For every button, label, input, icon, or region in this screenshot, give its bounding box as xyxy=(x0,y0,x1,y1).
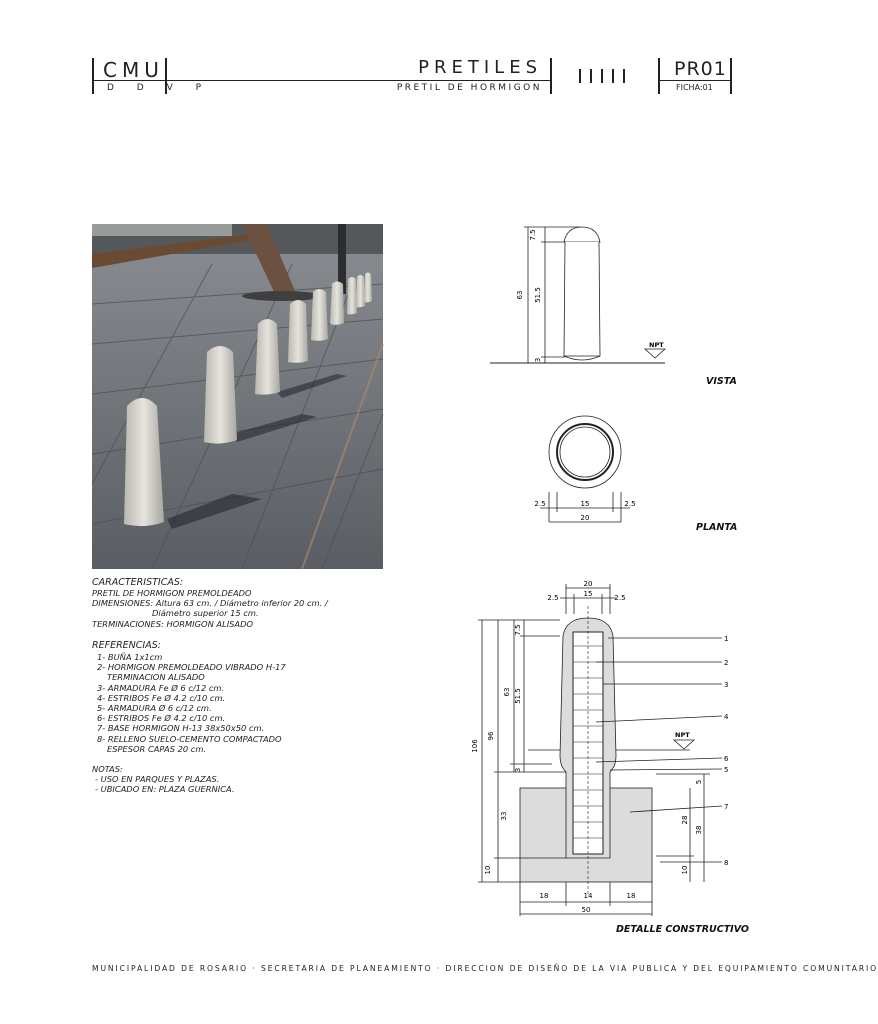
ref-8: 8 xyxy=(724,859,729,867)
dim-bottom-right: 18 xyxy=(626,892,636,900)
series-mark xyxy=(623,69,625,83)
ref-2: 2 xyxy=(724,659,729,667)
dim-embed: 33 xyxy=(500,811,508,821)
reference-item: 8- RELLENO SUELO-CEMENTO COMPACTADO xyxy=(97,733,282,744)
elevation-drawing xyxy=(480,215,710,375)
header-left-bracket xyxy=(92,58,94,94)
dim-inner: 15 xyxy=(580,500,590,508)
reference-item: 3- ARMADURA Fe Ø 6 c/12 cm. xyxy=(97,682,225,693)
page-subtitle: PRETIL DE HORMIGON xyxy=(396,83,542,93)
dim-head: 7.5 xyxy=(514,624,522,636)
dim-top-total: 20 xyxy=(583,580,593,588)
dim-base-ring: 3 xyxy=(514,767,522,773)
ref-6: 6 xyxy=(724,755,729,763)
plan-drawing xyxy=(520,412,660,532)
reference-item: 7- BASE HORMIGON H-13 38x50x50 cm. xyxy=(97,723,265,734)
reference-item: ESPESOR CAPAS 20 cm. xyxy=(107,743,207,754)
reference-item: 4- ESTRIBOS Fe Ø 4.2 c/10 cm. xyxy=(97,692,226,703)
ref-1: 1 xyxy=(724,635,729,643)
org-subname: D D V P xyxy=(107,83,212,93)
note-item: - UBICADO EN: PLAZA GUERNICA. xyxy=(95,784,235,795)
elevation-label: VISTA xyxy=(706,376,737,387)
characteristics-line: DIMENSIONES: Altura 63 cm. / Diámetro inferior 20 cm. / xyxy=(92,598,328,609)
dim-post-plus-base: 96 xyxy=(487,731,495,741)
dim-body: 51.5 xyxy=(514,688,522,704)
dim-head: 7.5 xyxy=(529,229,537,241)
characteristics-line: Diámetro superior 15 cm. xyxy=(152,608,259,619)
reference-item: 2- HORMIGON PREMOLDEADO VIBRADO H-17 xyxy=(97,662,286,673)
dim-body: 51.5 xyxy=(534,287,542,303)
references-section xyxy=(92,640,422,754)
bollards-photo xyxy=(92,224,383,569)
dim-rim-right: 2.5 xyxy=(624,500,636,508)
org-name: CMU xyxy=(103,58,164,82)
notes-section xyxy=(92,764,422,795)
footer-credits: MUNICIPALIDAD DE ROSARIO · SECRETARIA DE PLANEAMIENTO · DIRECCION DE DISEÑO DE LA VIA PUBLICA Y DEL EQUIPAMIENTO COMUNITARIO xyxy=(92,964,878,973)
dim-top-inner: 15 xyxy=(583,590,593,598)
note-item: - USO EN PARQUES Y PLAZAS. xyxy=(95,774,220,785)
plan-label: PLANTA xyxy=(696,522,738,533)
header-title-bracket xyxy=(550,58,552,94)
characteristics-section xyxy=(92,577,422,629)
dim-right-top: 5 xyxy=(695,779,703,785)
detail-label: DETALLE CONSTRUCTIVO xyxy=(616,924,749,935)
reference-item: 6- ESTRIBOS Fe Ø 4.2 c/10 cm. xyxy=(97,713,226,724)
dim-bottom-left: 18 xyxy=(539,892,549,900)
characteristics-heading: CARACTERISTICAS: xyxy=(92,577,184,588)
dim-bottom-mid: 14 xyxy=(583,892,593,900)
series-mark xyxy=(601,69,603,83)
page-title: PRETILES xyxy=(418,57,542,78)
references-heading: REFERENCIAS: xyxy=(92,640,161,651)
dim-total: 63 xyxy=(516,290,524,300)
dim-top-right: 2.5 xyxy=(614,594,626,602)
reference-item: 5- ARMADURA Ø 6 c/12 cm. xyxy=(97,703,212,714)
dim-bottom: 10 xyxy=(484,865,492,875)
npt-label: NPT xyxy=(649,341,664,349)
code-left-bracket xyxy=(658,58,660,94)
npt-label: NPT xyxy=(675,731,690,739)
reference-item: TERMINACION ALISADO xyxy=(107,672,205,683)
ref-5: 5 xyxy=(724,766,729,774)
dim-diameter: 20 xyxy=(580,514,590,522)
dim-right-bottom: 10 xyxy=(681,865,689,875)
series-mark xyxy=(590,69,592,83)
dim-right-overall: 38 xyxy=(695,825,703,835)
dim-post: 63 xyxy=(503,687,511,697)
code-right-bracket xyxy=(730,58,732,94)
construction-detail-drawing xyxy=(460,576,740,921)
dim-overall: 106 xyxy=(471,739,479,753)
dim-base: 3 xyxy=(534,357,542,363)
notes-heading: NOTAS: xyxy=(92,764,123,774)
reference-item: 1- BUÑA 1x1cm xyxy=(97,652,163,662)
dim-bottom-total: 50 xyxy=(581,906,591,914)
dim-rim-left: 2.5 xyxy=(534,500,546,508)
ref-3: 3 xyxy=(724,681,729,689)
ref-7: 7 xyxy=(724,803,729,811)
dim-top-left: 2.5 xyxy=(547,594,559,602)
sheet-code: PR01 xyxy=(674,58,727,80)
series-mark xyxy=(612,69,614,83)
code-rule xyxy=(660,80,732,81)
characteristics-line: TERMINACIONES: HORMIGON ALISADO xyxy=(92,618,254,629)
series-mark xyxy=(579,69,581,83)
dim-right-mid: 28 xyxy=(681,815,689,825)
sheet-number: FICHA:01 xyxy=(676,83,713,92)
series-marks xyxy=(579,69,629,83)
characteristics-line: PRETIL DE HORMIGON PREMOLDEADO xyxy=(92,588,252,598)
ref-4: 4 xyxy=(724,713,729,721)
